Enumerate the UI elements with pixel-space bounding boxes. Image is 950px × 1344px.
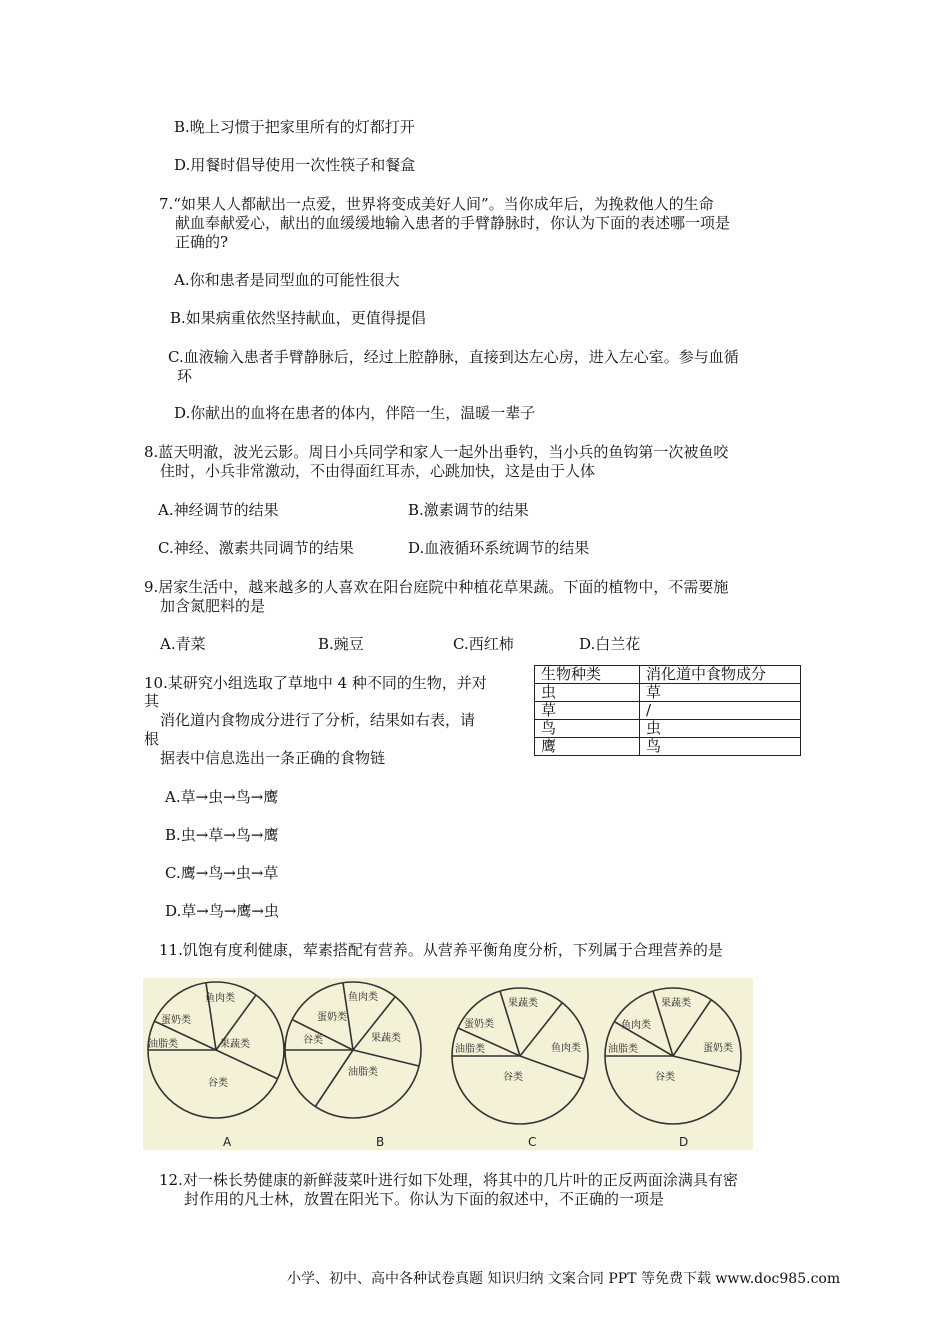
pie-b-label: B xyxy=(376,1135,385,1149)
q7-option-b: B.如果病重依然坚持献血，更值得提倡 xyxy=(170,309,426,327)
table-row xyxy=(535,720,801,738)
table-cell: 鸟 xyxy=(535,720,640,738)
table-cell: 虫 xyxy=(640,720,801,738)
q7-option-a: A.你和患者是同型血的可能性很大 xyxy=(174,271,400,289)
q6-option-d: D.用餐时倡导使用一次性筷子和餐盒 xyxy=(174,156,416,174)
q8-stem-line2: 住时，小兵非常激动，不由得面红耳赤，心跳加快，这是由于人体 xyxy=(160,462,596,480)
q7-option-c-line1: C.血液输入患者手臂静脉后，经过上腔静脉，直接到达左心房，进入左心室。参与血循 xyxy=(168,348,739,366)
pie-c-sector-label: 果蔬类 xyxy=(508,998,538,1009)
q8-option-d: D.血液循环系统调节的结果 xyxy=(408,539,590,557)
q8-option-c: C.神经、激素共同调节的结果 xyxy=(158,539,354,557)
q7-option-c-line2: 环 xyxy=(177,367,193,385)
q10-option-b: B.虫→草→鸟→鹰 xyxy=(165,826,279,844)
q9-stem-line2: 加含氮肥料的是 xyxy=(160,597,266,615)
q9-option-d: D.白兰花 xyxy=(579,635,641,653)
q10-option-d: D.草→鸟→鹰→虫 xyxy=(165,902,279,920)
table-cell: 草 xyxy=(640,684,801,702)
pie-a-sector-label: 蛋奶类 xyxy=(161,1015,191,1026)
q9-option-b: B.豌豆 xyxy=(318,635,364,653)
pie-a-sector-label: 鱼肉类 xyxy=(205,993,235,1004)
table-cell: 虫 xyxy=(535,684,640,702)
table-row xyxy=(535,702,801,720)
pie-a-sector-label: 油脂类 xyxy=(148,1039,178,1050)
pie-c-label: C xyxy=(528,1135,537,1149)
q11-stem: 11.饥饱有度利健康，荤素搭配有营养。从营养平衡角度分析，下列属于合理营养的是 xyxy=(159,941,723,959)
pie-charts-figure xyxy=(143,978,753,1150)
q12-stem-line2: 封作用的凡士林，放置在阳光下。你认为下面的叙述中，不正确的一项是 xyxy=(184,1190,665,1208)
table-row xyxy=(535,684,801,702)
q7-stem-line1: 7.“如果人人都献出一点爱，世界将变成美好人间”。当你成年后，为挽救他人的生命 xyxy=(159,195,714,213)
pie-b-sector-label: 鱼肉类 xyxy=(348,992,378,1003)
q10-stem-line2: 其 xyxy=(144,692,160,710)
table-header-cell: 生物种类 xyxy=(535,666,640,684)
q10-stem-line4: 根 xyxy=(144,730,160,748)
q10-stem-line5: 据表中信息选出一条正确的食物链 xyxy=(160,749,386,767)
q7-option-d: D.你献出的血将在患者的体内，伴陪一生，温暖一辈子 xyxy=(174,404,536,422)
q10-option-c: C.鹰→鸟→虫→草 xyxy=(165,864,279,882)
table-header-row xyxy=(535,666,801,684)
pie-c-sector-label: 谷类 xyxy=(503,1072,523,1083)
pie-a-label: A xyxy=(223,1135,232,1149)
q8-option-b: B.激素调节的结果 xyxy=(408,501,529,519)
q9-option-c: C.西红柿 xyxy=(453,635,514,653)
food-composition-table xyxy=(534,665,801,756)
table-cell: / xyxy=(640,702,801,720)
q10-stem-line3: 消化道内食物成分进行了分析，结果如右表，请 xyxy=(160,711,476,729)
table-header-cell: 消化道中食物成分 xyxy=(640,666,801,684)
table-cell: 草 xyxy=(535,702,640,720)
diet-pie-charts xyxy=(143,978,753,1150)
pie-b-sector-label: 油脂类 xyxy=(348,1067,378,1078)
pie-b-sector-label: 谷类 xyxy=(303,1035,323,1046)
pie-c-sector-label: 油脂类 xyxy=(455,1044,485,1055)
pie-d-label: D xyxy=(679,1135,689,1149)
q8-option-a: A.神经调节的结果 xyxy=(158,501,279,519)
q9-option-a: A.青菜 xyxy=(160,635,206,653)
q10-stem-line1: 10.某研究小组选取了草地中 4 种不同的生物，并对 xyxy=(144,674,487,692)
pie-a-sector-label: 果蔬类 xyxy=(220,1039,250,1050)
q7-stem-line2: 献血奉献爱心，献出的血缓缓地输入患者的手臂静脉时，你认为下面的表述哪一项是 xyxy=(175,214,731,232)
q7-stem-line3: 正确的? xyxy=(175,233,229,251)
q10-option-a: A.草→虫→鸟→鹰 xyxy=(165,788,279,806)
table-cell: 鸟 xyxy=(640,738,801,756)
pie-d-sector-label: 蛋奶类 xyxy=(703,1043,733,1054)
pie-c-sector-label: 蛋奶类 xyxy=(464,1019,494,1030)
pie-d-sector-label: 鱼肉类 xyxy=(621,1020,651,1031)
q6-option-b: B.晚上习惯于把家里所有的灯都打开 xyxy=(174,118,415,136)
pie-d-sector-label: 谷类 xyxy=(655,1072,675,1083)
q12-stem-line1: 12.对一株长势健康的新鲜菠菜叶进行如下处理，将其中的几片叶的正反两面涂满具有密 xyxy=(159,1171,738,1189)
pie-b-sector-label: 果蔬类 xyxy=(371,1033,401,1044)
q8-stem-line1: 8.蓝天明澈，波光云影。周日小兵同学和家人一起外出垂钓，当小兵的鱼钩第一次被鱼咬 xyxy=(144,443,729,461)
page-footer: 小学、初中、高中各种试卷真题 知识归纳 文案合同 PPT 等免费下载 www.doc985.com xyxy=(287,1271,841,1287)
pie-d-sector-label: 油脂类 xyxy=(608,1044,638,1055)
pie-d-sector-label: 果蔬类 xyxy=(661,998,691,1009)
q9-stem-line1: 9.居家生活中，越来越多的人喜欢在阳台庭院中种植花草果蔬。下面的植物中，不需要施 xyxy=(144,578,729,596)
pie-c-sector-label: 鱼肉类 xyxy=(551,1043,581,1054)
table-cell: 鹰 xyxy=(535,738,640,756)
pie-b-sector-label: 蛋奶类 xyxy=(317,1012,347,1023)
pie-a-sector-label: 谷类 xyxy=(208,1078,228,1089)
table-row xyxy=(535,738,801,756)
